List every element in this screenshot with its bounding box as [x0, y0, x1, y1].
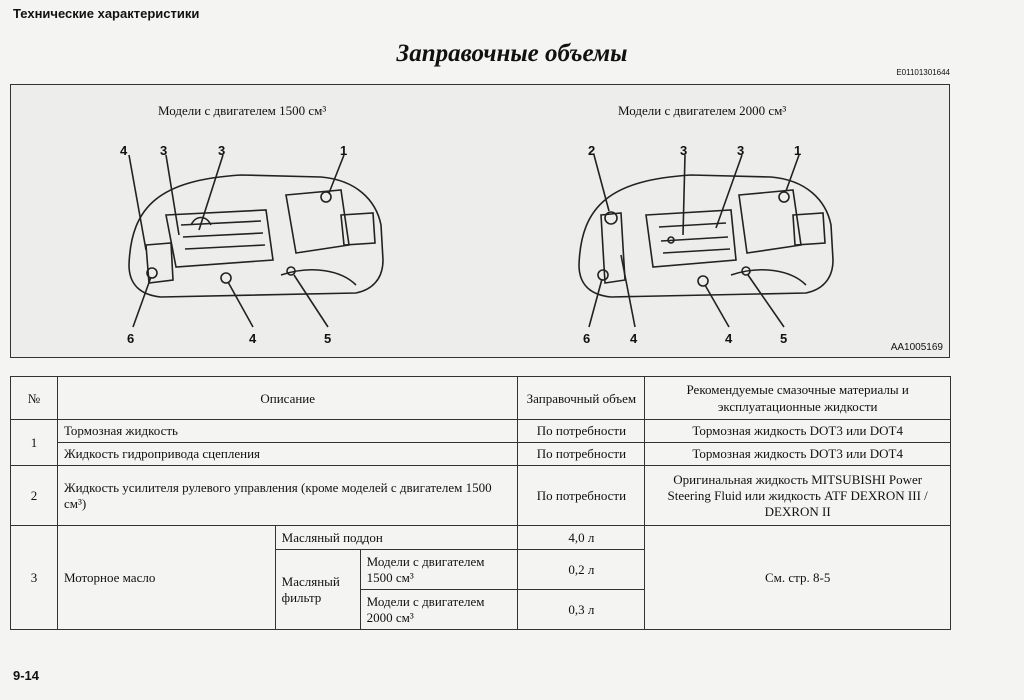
diagram-id: AA1005169 — [890, 342, 943, 353]
callout-number: 6 — [127, 331, 135, 346]
row-volume: По потребности — [518, 443, 645, 466]
table-header-row — [11, 377, 951, 420]
row-number: 3 — [11, 526, 58, 630]
row-volume: По потребности — [518, 420, 645, 443]
callout-number: 3 — [680, 143, 688, 158]
document-code: E01101301644 — [896, 68, 950, 77]
callout-number: 4 — [630, 331, 638, 346]
row-number: 1 — [11, 420, 58, 466]
right-diagram-label: Модели с двигателем 2000 см³ — [618, 103, 787, 118]
oil-filter-label: Масляный фильтр — [275, 550, 360, 630]
table-row — [11, 443, 951, 466]
left-diagram-label: Модели с двигателем 1500 см³ — [158, 103, 327, 118]
filter-model-2000: Модели с двигателем 2000 см³ — [360, 590, 518, 630]
callout-number: 1 — [794, 143, 802, 158]
page-title: Заправочные объемы — [396, 40, 628, 67]
row-fluid: Тормозная жидкость DOT3 или DOT4 — [645, 420, 951, 443]
header-fluids: Рекомендуемые смазочные материалы и эксплуатационные жидкости — [645, 377, 951, 420]
row-description: Тормозная жидкость — [57, 420, 517, 443]
row-description: Жидкость усилителя рулевого управления (кроме моделей с двигателем 1500 см³) — [57, 466, 517, 526]
row-volume: 4,0 л — [518, 526, 645, 550]
row-volume: 0,3 л — [518, 590, 645, 630]
callout-number: 3 — [160, 143, 168, 158]
header-number: № — [11, 377, 58, 420]
table-row — [11, 420, 951, 443]
row-description: Моторное масло — [57, 526, 275, 630]
callout-number: 1 — [340, 143, 348, 158]
section-title: Технические характеристики — [13, 6, 200, 21]
row-fluid: Тормозная жидкость DOT3 или DOT4 — [645, 443, 951, 466]
callout-number: 4 — [120, 143, 128, 158]
page-number: 9-14 — [13, 668, 40, 683]
row-fluid: Оригинальная жидкость MITSUBISHI Power Steering Fluid или жидкость ATF DEXRON III / DEXRON II — [645, 466, 951, 526]
callout-number: 6 — [583, 331, 591, 346]
header-volume: Заправочный объем — [518, 377, 645, 420]
header-description: Описание — [57, 377, 517, 420]
row-volume: По потребности — [518, 466, 645, 526]
engine-compartment-diagram — [10, 84, 950, 358]
callout-number: 4 — [725, 331, 733, 346]
row-volume: 0,2 л — [518, 550, 645, 590]
oil-pan-label: Масляный поддон — [275, 526, 518, 550]
callout-number: 5 — [780, 331, 788, 346]
callout-number: 3 — [218, 143, 226, 158]
capacities-table — [10, 376, 951, 630]
table-row — [11, 466, 951, 526]
row-number: 2 — [11, 466, 58, 526]
callout-number: 4 — [249, 331, 257, 346]
callout-number: 2 — [588, 143, 596, 158]
callout-number: 3 — [737, 143, 745, 158]
engine-illustration — [11, 85, 949, 357]
row-fluid: См. стр. 8-5 — [645, 526, 951, 630]
table-row — [11, 526, 951, 550]
filter-model-1500: Модели с двигателем 1500 см³ — [360, 550, 518, 590]
callout-number: 5 — [324, 331, 332, 346]
row-description: Жидкость гидропривода сцепления — [57, 443, 517, 466]
